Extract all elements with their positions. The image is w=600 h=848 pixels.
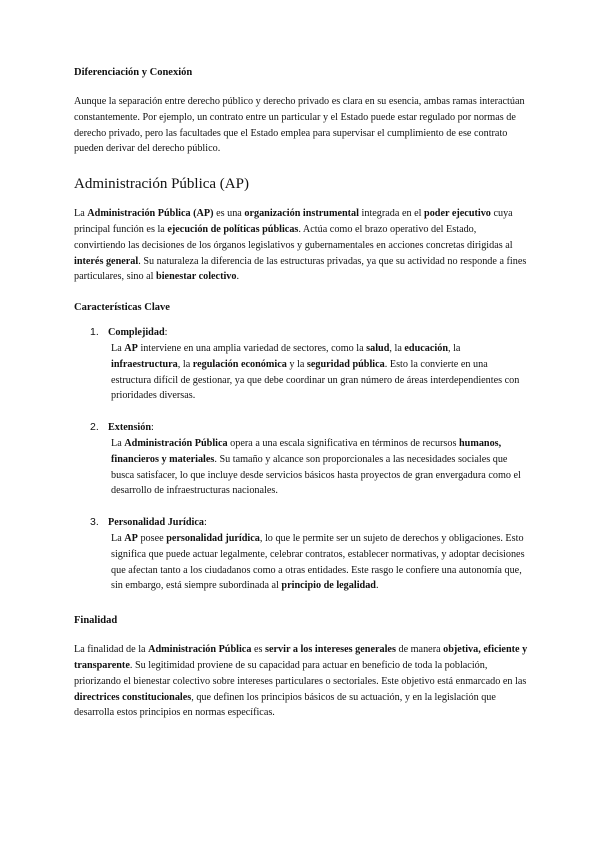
section-title-diferenciacion: Diferenciación y Conexión [74, 67, 193, 78]
list-number: 1. [90, 326, 99, 339]
list-number: 2. [90, 421, 99, 434]
section-title-caracteristicas: Características Clave [74, 302, 170, 314]
list-item-text: La AP posee personalidad jurídica, lo que le permite ser un sujeto de derechos y obligaciones. Esto significa que puede actuar legalmente, celebrar contratos, establecer normativas, y adoptar decisiones que afectan tanto a los ciudadanos como a otras entidades. Este rasgo le confiere una autonomía que, sin embargo, está siempre subordinada al principio de legalidad. [111, 532, 525, 592]
list-item-text: La Administración Pública opera a una escala significativa en términos de recursos humanos, financieros y materiales. Su tamaño y alcance son proporcionales a las necesidades sociales que busca satisfacer, lo que incluye desde servicios básicos hasta proyectos de gran envergadura como el desarrollo de infraestructuras nacionales. [111, 437, 521, 497]
section-title-finalidad: Finalidad [74, 615, 118, 627]
list-item: 1. Complejidad: La AP interviene en una amplia variedad de sectores, como la salud, la educación, la infraestructura, la regulación económica y la seguridad pública. Esto la convierte en una estructura difícil de gestionar, ya que debe coordinar un gran número de áreas interdependientes con prioridades diversas. [74, 325, 528, 404]
list-item-heading: Personalidad Jurídica [108, 517, 204, 529]
list-item-text: La AP interviene en una amplia variedad de sectores, como la salud, la educación, la infraestructura, la regulación económica y la seguridad pública. Esto la convierte en una estructura difícil de gestionar, ya que debe coordinar un gran número de áreas interdependientes con prioridades diversas. [111, 342, 520, 402]
paragraph-diferenciacion: Aunque la separación entre derecho público y derecho privado es clara en su esencia, ambas ramas interactúan constantemente. Por ejemplo, un contrato entre un particular y el Estado puede estar regulado por normas de derecho privado, pero las facultades que el Estado emplea para supervisar el cumplimiento de ese contrato pueden derivar del derecho público. [74, 96, 525, 155]
list-item-heading: Extensión [108, 422, 152, 434]
list-item-heading: Complejidad [108, 327, 165, 339]
paragraph-administracion-publica: La Administración Pública (AP) es una organización instrumental integrada en el poder ejecutivo cuya principal función es la ejecución de políticas públicas. Actúa como el brazo operativo del Estado, convirtiendo las decisiones de los órganos legislativos y gubernamentales en acciones concretas dirigidas al interés general. Su naturaleza la diferencia de las estructuras privadas, ya que su actividad no responde a fines particulares, sino al bienestar colectivo. [74, 208, 527, 283]
paragraph-finalidad: La finalidad de la Administración Pública es servir a los intereses generales de manera objetiva, eficiente y transparente. Su legitimidad proviene de su capacidad para actuar en beneficio de toda la población, priorizando el bienestar colectivo sobre intereses particulares o sectoriales. Este objetivo está enmarcado en las directrices constitucionales, que definen los principios básicos de su actuación, y en la legislación que desarrolla estos principios en normas específicas. [74, 644, 528, 719]
list-item: 2. Extensión: La Administración Pública opera a una escala significativa en términos de recursos humanos, financieros y materiales. Su tamaño y alcance son proporcionales a las necesidades sociales que busca satisfacer, lo que incluye desde servicios básicos hasta proyectos de gran envergadura como el desarrollo de infraestructuras nacionales. [74, 420, 528, 499]
section-title-administracion-publica: Administración Pública (AP) [74, 176, 249, 193]
list-number: 3. [90, 516, 99, 529]
list-item: 3. Personalidad Jurídica: La AP posee personalidad jurídica, lo que le permite ser un sujeto de derechos y obligaciones. Esto significa que puede actuar legalmente, celebrar contratos, establecer normativas, y adoptar decisiones que afectan tanto a los ciudadanos como a otras entidades. Este rasgo le confiere una autonomía que, sin embargo, está siempre subordinada al principio de legalidad. [74, 515, 528, 594]
characteristics-list [74, 325, 528, 594]
document-page [74, 66, 528, 735]
